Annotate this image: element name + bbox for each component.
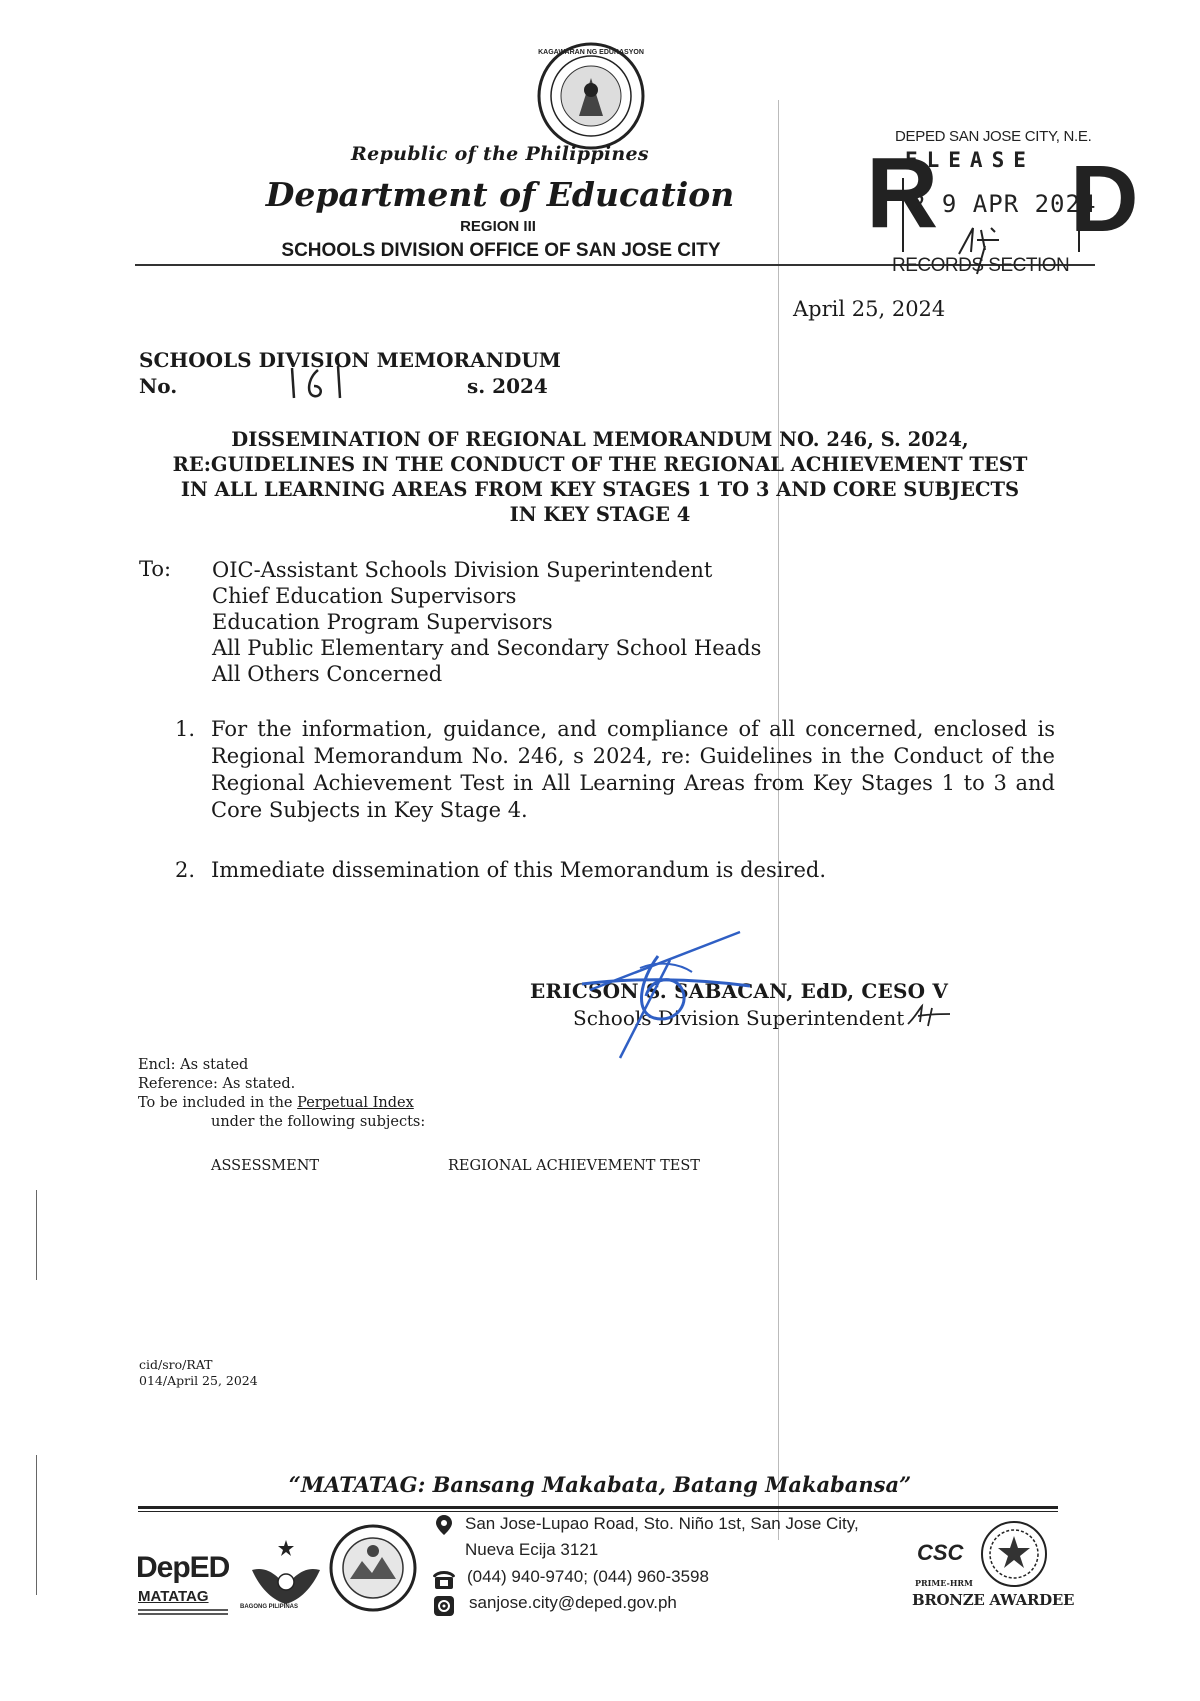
republic-line: Republic of the Philippines	[351, 143, 649, 165]
division-seal-icon	[328, 1523, 418, 1613]
division-office-label: SCHOOLS DIVISION OFFICE OF SAN JOSE CITY	[281, 240, 721, 261]
signatory-title: Schools Division Superintendent	[573, 1006, 905, 1030]
stamp-date: 2 9 APR 2024	[911, 190, 1097, 218]
paragraph-number: 1.	[175, 717, 196, 741]
stamp-release-word: ELEASE	[905, 148, 1035, 172]
matatag-logo: MATATAG	[138, 1588, 209, 1605]
bronze-awardee-label: BRONZE AWARDEE	[912, 1591, 1075, 1609]
recipient-item: Education Program Supervisors	[212, 610, 553, 634]
phone-numbers: (044) 940-9740; (044) 960-3598	[467, 1567, 709, 1586]
scan-margin-mark	[36, 1190, 37, 1280]
stamp-office: DEPED SAN JOSE CITY, N.E.	[895, 128, 1092, 145]
initials-icon	[906, 1002, 952, 1028]
ref-code-line: 014/April 25, 2024	[139, 1373, 258, 1388]
subject-line: DISSEMINATION OF REGIONAL MEMORANDUM NO. 246, S. 2024,	[231, 428, 969, 451]
index-subject: ASSESSMENT	[211, 1158, 320, 1174]
memo-number-handwritten-icon	[286, 364, 350, 402]
subject-line: IN KEY STAGE 4	[509, 503, 691, 526]
subject-line: RE:GUIDELINES IN THE CONDUCT OF THE REGIONAL ACHIEVEMENT TEST	[172, 453, 1028, 476]
memo-series: s. 2024	[467, 374, 548, 398]
csc-logo: CSC	[917, 1540, 964, 1565]
index-prefix: To be included in the	[138, 1095, 298, 1111]
email-address: sanjose.city@deped.gov.ph	[469, 1593, 677, 1612]
index-line	[138, 1094, 425, 1113]
bagong-pilipinas-label: BAGONG PILIPINAS	[240, 1604, 299, 1610]
memo-heading: SCHOOLS DIVISION MEMORANDUM	[139, 348, 561, 372]
prime-hrm-label: PRIME-HRM	[915, 1578, 973, 1588]
index-suffix: under the following subjects:	[211, 1114, 426, 1130]
email-icon	[433, 1595, 455, 1617]
memo-date: April 25, 2024	[793, 297, 946, 321]
reference-code	[139, 1357, 258, 1389]
region-label: REGION III	[460, 218, 536, 235]
recipient-item: All Others Concerned	[212, 662, 443, 686]
recipient-item: Chief Education Supervisors	[212, 584, 517, 608]
department-title: Department of Education	[265, 175, 735, 214]
signatory-name: ERICSON S. SABACAN, EdD, CESO V	[530, 979, 949, 1003]
paragraph-text: For the information, guidance, and compliance of all concerned, enclosed is Regional Memorandum No. 246, s 2024, re: Guidelines in the Conduct of the Regional Achievement Test in All Learning Areas from Key Stages 1 to 3 and Core Subjects in Key Stage 4.	[211, 717, 1055, 822]
matatag-tagline: “MATATAG: Bansang Makabata, Batang Makabansa”	[288, 1472, 912, 1497]
recipient-list	[212, 557, 761, 687]
footer-divider-thin	[138, 1511, 1058, 1512]
paragraph-number: 2.	[175, 858, 196, 882]
enclosure-line: Encl: As stated	[138, 1057, 249, 1073]
paragraph-text: Immediate dissemination of this Memorandum is desired.	[211, 858, 827, 882]
footer-divider	[138, 1506, 1058, 1509]
subject-line: IN ALL LEARNING AREAS FROM KEY STAGES 1 TO 3 AND CORE SUBJECTS	[180, 478, 1020, 501]
index-subject: REGIONAL ACHIEVEMENT TEST	[448, 1158, 700, 1174]
recipient-item: All Public Elementary and Secondary School Heads	[212, 636, 762, 660]
stamp-section: RECORDS SECTION	[892, 255, 1070, 276]
ref-code-line: cid/sro/RAT	[139, 1357, 213, 1372]
scan-margin-mark	[36, 1455, 37, 1595]
memo-subject	[140, 427, 1060, 527]
body-paragraph-2	[175, 857, 1055, 884]
stamp-big-d: D	[1070, 146, 1139, 252]
memo-number-label: No.	[139, 374, 178, 398]
recipient-item: OIC-Assistant Schools Division Superintendent	[212, 558, 713, 582]
address-line-2: Nueva Ecija 3121	[465, 1540, 599, 1559]
signature-scribble-icon	[580, 920, 760, 1060]
address-line-1: San Jose-Lupao Road, Sto. Niño 1st, San Jose City,	[465, 1514, 859, 1533]
award-seal-icon	[978, 1518, 1050, 1590]
enclosure-notes	[138, 1056, 425, 1132]
stamp-big-r: R	[866, 137, 939, 249]
body-paragraph-1	[175, 716, 1055, 824]
deped-logo: DepED	[136, 1551, 230, 1584]
matatag-underline-icon	[138, 1608, 228, 1616]
location-pin-icon	[433, 1514, 455, 1536]
reference-line: Reference: As stated.	[138, 1076, 296, 1092]
to-label: To:	[139, 557, 172, 581]
svg-text:KAGAWARAN NG EDUKASYON: KAGAWARAN NG EDUKASYON	[538, 49, 644, 56]
deped-seal-icon	[535, 40, 647, 152]
phone-icon	[433, 1569, 455, 1591]
perpetual-index-link: Perpetual Index	[297, 1095, 414, 1111]
